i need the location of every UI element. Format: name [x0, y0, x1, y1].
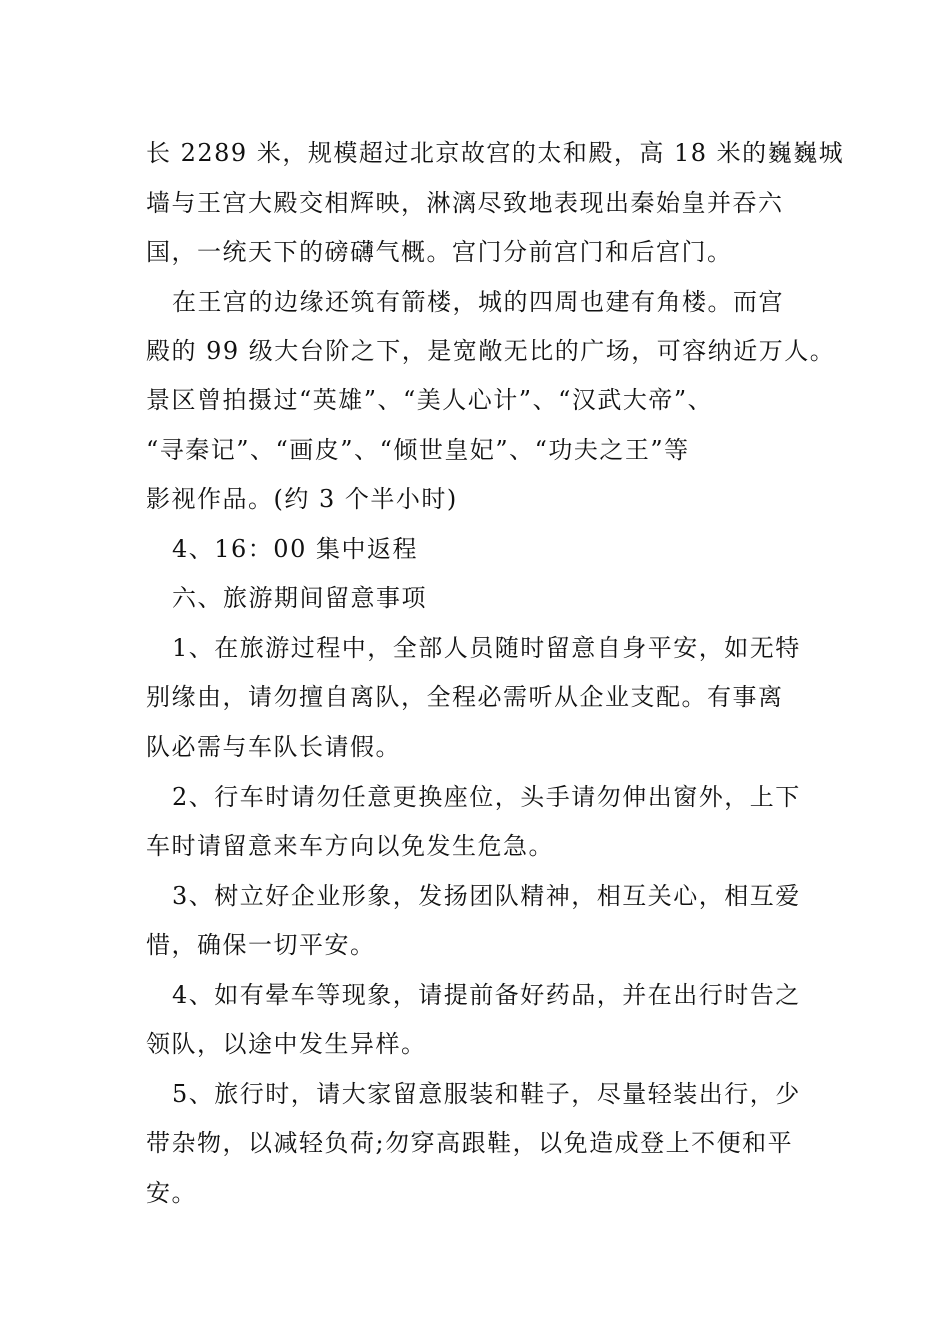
body-text-line: 1、在旅游过程中，全部人员随时留意自身平安，如无特 [172, 634, 801, 662]
body-text-line: 在王宫的边缘还筑有箭楼，城的四周也建有角楼。而宫 [172, 288, 784, 316]
body-text-line: 队必需与车队长请假。 [146, 733, 401, 761]
body-text-line: 4、如有晕车等现象，请提前备好药品，并在出行时告之 [172, 981, 801, 1009]
body-text-line: 墙与王宫大殿交相辉映，淋漓尽致地表现出秦始皇并吞六 [146, 189, 784, 217]
body-text-line: 4、16：00 集中返程 [172, 535, 418, 563]
body-text-line: 5、旅行时，请大家留意服装和鞋子，尽量轻装出行，少 [172, 1080, 801, 1108]
body-text-line: 国，一统天下的磅礴气概。宫门分前宫门和后宫门。 [146, 238, 733, 266]
section-heading: 六、旅游期间留意事项 [172, 584, 427, 612]
body-text-line: 影视作品。(约 3 个半小时) [146, 485, 458, 513]
body-text-line: 殿的 99 级大台阶之下，是宽敞无比的广场，可容纳近万人。 [146, 337, 836, 365]
body-text-line: 2、行车时请勿任意更换座位，头手请勿伸出窗外，上下 [172, 783, 801, 811]
body-text-line: “寻秦记”、“画皮”、“倾世皇妃”、“功夫之王”等 [146, 436, 690, 464]
body-text-line: 长 2289 米，规模超过北京故宫的太和殿，高 18 米的巍巍城 [146, 139, 845, 167]
body-text-line: 3、树立好企业形象，发扬团队精神，相互关心，相互爱 [172, 882, 801, 910]
body-text-line: 别缘由，请勿擅自离队，全程必需听从企业支配。有事离 [146, 683, 784, 711]
body-text-line: 车时请留意来车方向以免发生危急。 [146, 832, 554, 860]
body-text-line: 领队，以途中发生异样。 [146, 1030, 427, 1058]
body-text-line: 安。 [146, 1179, 197, 1207]
body-text-line: 景区曾拍摄过“英雄”、“美人心计”、“汉武大帝”、 [146, 386, 714, 414]
body-text-line: 惜，确保一切平安。 [146, 931, 376, 959]
body-text-line: 带杂物，以减轻负荷;勿穿高跟鞋，以免造成登上不便和平 [146, 1129, 794, 1157]
